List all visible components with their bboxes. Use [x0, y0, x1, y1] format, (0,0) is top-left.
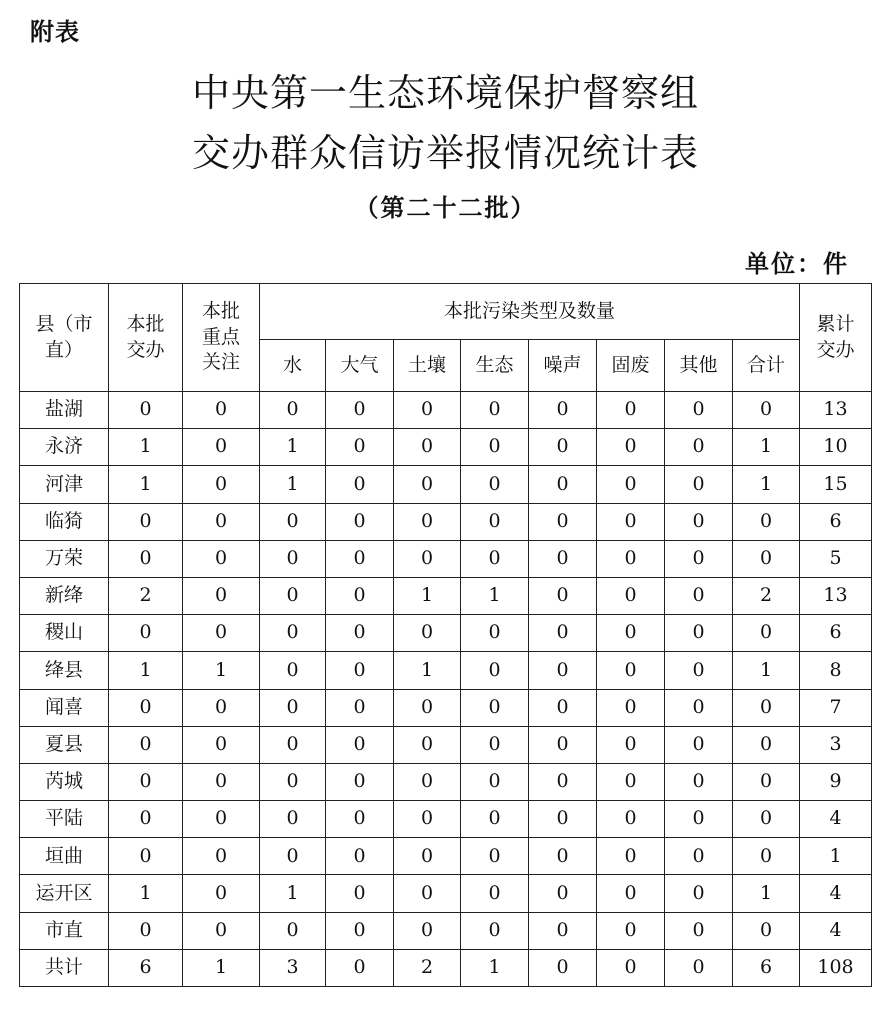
batch-focus-cell: 0	[183, 912, 260, 949]
soil-cell: 0	[394, 466, 461, 503]
water-cell: 0	[260, 726, 326, 763]
cumulative-cell: 4	[800, 912, 872, 949]
ecology-cell: 0	[461, 875, 529, 912]
batch-focus-cell: 0	[183, 392, 260, 429]
batch-focus-cell: 1	[183, 652, 260, 689]
header-air: 大气	[326, 340, 394, 392]
air-cell: 0	[326, 429, 394, 466]
header-row-1	[20, 284, 872, 340]
cumulative-cell: 9	[800, 763, 872, 800]
subtotal-cell: 0	[733, 392, 800, 429]
batch-assigned-cell: 0	[109, 540, 183, 577]
county-name-cell: 共计	[20, 949, 109, 986]
noise-cell: 0	[529, 912, 597, 949]
noise-cell: 0	[529, 652, 597, 689]
solid-waste-cell: 0	[597, 392, 665, 429]
solid-waste-cell: 0	[597, 838, 665, 875]
batch-assigned-cell: 1	[109, 652, 183, 689]
subtotal-cell: 1	[733, 466, 800, 503]
air-cell: 0	[326, 466, 394, 503]
batch-focus-cell: 0	[183, 540, 260, 577]
soil-cell: 0	[394, 615, 461, 652]
solid-waste-cell: 0	[597, 429, 665, 466]
water-cell: 0	[260, 577, 326, 614]
county-name-cell: 临猗	[20, 503, 109, 540]
table-row	[20, 726, 872, 763]
county-name-cell: 稷山	[20, 615, 109, 652]
cumulative-cell: 5	[800, 540, 872, 577]
water-cell: 1	[260, 466, 326, 503]
ecology-cell: 0	[461, 540, 529, 577]
other-cell: 0	[665, 912, 733, 949]
header-ecology: 生态	[461, 340, 529, 392]
other-cell: 0	[665, 466, 733, 503]
batch-focus-cell: 0	[183, 577, 260, 614]
air-cell: 0	[326, 875, 394, 912]
solid-waste-cell: 0	[597, 875, 665, 912]
batch-focus-cell: 0	[183, 689, 260, 726]
solid-waste-cell: 0	[597, 763, 665, 800]
header-solid-waste: 固废	[597, 340, 665, 392]
batch-number: （第二十二批）	[354, 193, 537, 222]
air-cell: 0	[326, 392, 394, 429]
noise-cell: 0	[529, 949, 597, 986]
soil-cell: 0	[394, 392, 461, 429]
other-cell: 0	[665, 726, 733, 763]
cumulative-cell: 3	[800, 726, 872, 763]
header-other: 其他	[665, 340, 733, 392]
soil-cell: 0	[394, 726, 461, 763]
batch-assigned-cell: 0	[109, 392, 183, 429]
subtotal-cell: 0	[733, 763, 800, 800]
county-name-cell: 万荣	[20, 540, 109, 577]
air-cell: 0	[326, 838, 394, 875]
other-cell: 0	[665, 838, 733, 875]
batch-assigned-cell: 0	[109, 838, 183, 875]
ecology-cell: 0	[461, 466, 529, 503]
batch-focus-cell: 1	[183, 949, 260, 986]
batch-focus-cell: 0	[183, 726, 260, 763]
ecology-cell: 1	[461, 577, 529, 614]
subtotal-cell: 0	[733, 540, 800, 577]
subtotal-cell: 0	[733, 726, 800, 763]
soil-cell: 0	[394, 912, 461, 949]
header-batch-focus: 本批重点关注	[183, 284, 260, 392]
batch-focus-cell: 0	[183, 503, 260, 540]
noise-cell: 0	[529, 689, 597, 726]
batch-focus-cell: 0	[183, 615, 260, 652]
solid-waste-cell: 0	[597, 949, 665, 986]
other-cell: 0	[665, 429, 733, 466]
batch-assigned-cell: 1	[109, 466, 183, 503]
county-name-cell: 新绛	[20, 577, 109, 614]
table-row	[20, 912, 872, 949]
batch-assigned-cell: 0	[109, 503, 183, 540]
water-cell: 0	[260, 912, 326, 949]
cumulative-cell: 4	[800, 875, 872, 912]
county-name-cell: 永济	[20, 429, 109, 466]
air-cell: 0	[326, 912, 394, 949]
ecology-cell: 0	[461, 615, 529, 652]
other-cell: 0	[665, 949, 733, 986]
batch-focus-cell: 0	[183, 801, 260, 838]
county-name-cell: 绛县	[20, 652, 109, 689]
subtotal-cell: 1	[733, 875, 800, 912]
table-row	[20, 466, 872, 503]
water-cell: 0	[260, 503, 326, 540]
batch-assigned-cell: 6	[109, 949, 183, 986]
solid-waste-cell: 0	[597, 503, 665, 540]
solid-waste-cell: 0	[597, 466, 665, 503]
subtotal-cell: 0	[733, 912, 800, 949]
air-cell: 0	[326, 726, 394, 763]
ecology-cell: 0	[461, 801, 529, 838]
cumulative-cell: 13	[800, 392, 872, 429]
soil-cell: 0	[394, 429, 461, 466]
header-county: 县（市直）	[20, 284, 109, 392]
water-cell: 0	[260, 838, 326, 875]
noise-cell: 0	[529, 726, 597, 763]
soil-cell: 0	[394, 801, 461, 838]
county-name-cell: 夏县	[20, 726, 109, 763]
soil-cell: 0	[394, 689, 461, 726]
soil-cell: 0	[394, 763, 461, 800]
soil-cell: 0	[394, 503, 461, 540]
header-water: 水	[260, 340, 326, 392]
cumulative-cell: 7	[800, 689, 872, 726]
other-cell: 0	[665, 577, 733, 614]
air-cell: 0	[326, 801, 394, 838]
noise-cell: 0	[529, 801, 597, 838]
other-cell: 0	[665, 652, 733, 689]
county-name-cell: 河津	[20, 466, 109, 503]
subtotal-cell: 0	[733, 689, 800, 726]
soil-cell: 0	[394, 540, 461, 577]
other-cell: 0	[665, 615, 733, 652]
subtotal-cell: 0	[733, 503, 800, 540]
solid-waste-cell: 0	[597, 801, 665, 838]
batch-focus-cell: 0	[183, 763, 260, 800]
unit-label: 单位：件	[745, 249, 849, 278]
batch-assigned-cell: 0	[109, 801, 183, 838]
subtotal-cell: 6	[733, 949, 800, 986]
solid-waste-cell: 0	[597, 577, 665, 614]
table-row	[20, 429, 872, 466]
batch-focus-cell: 0	[183, 875, 260, 912]
subtotal-cell: 2	[733, 577, 800, 614]
batch-assigned-cell: 0	[109, 689, 183, 726]
ecology-cell: 0	[461, 392, 529, 429]
subtotal-cell: 0	[733, 801, 800, 838]
table-row	[20, 577, 872, 614]
air-cell: 0	[326, 949, 394, 986]
batch-assigned-cell: 2	[109, 577, 183, 614]
noise-cell: 0	[529, 577, 597, 614]
noise-cell: 0	[529, 392, 597, 429]
water-cell: 1	[260, 875, 326, 912]
table-row	[20, 763, 872, 800]
other-cell: 0	[665, 801, 733, 838]
ecology-cell: 0	[461, 763, 529, 800]
ecology-cell: 0	[461, 503, 529, 540]
noise-cell: 0	[529, 466, 597, 503]
other-cell: 0	[665, 392, 733, 429]
county-name-cell: 闻喜	[20, 689, 109, 726]
water-cell: 0	[260, 392, 326, 429]
other-cell: 0	[665, 875, 733, 912]
county-name-cell: 盐湖	[20, 392, 109, 429]
soil-cell: 2	[394, 949, 461, 986]
noise-cell: 0	[529, 429, 597, 466]
county-name-cell: 垣曲	[20, 838, 109, 875]
batch-assigned-cell: 1	[109, 429, 183, 466]
batch-assigned-cell: 0	[109, 615, 183, 652]
air-cell: 0	[326, 763, 394, 800]
air-cell: 0	[326, 503, 394, 540]
noise-cell: 0	[529, 838, 597, 875]
document-title-line-1: 中央第一生态环境保护督察组	[191, 71, 699, 115]
noise-cell: 0	[529, 763, 597, 800]
subtotal-cell: 0	[733, 838, 800, 875]
table-row	[20, 540, 872, 577]
header-soil: 土壤	[394, 340, 461, 392]
county-name-cell: 平陆	[20, 801, 109, 838]
solid-waste-cell: 0	[597, 726, 665, 763]
air-cell: 0	[326, 652, 394, 689]
document-title-line-2: 交办群众信访举报情况统计表	[191, 131, 699, 175]
statistics-table	[19, 283, 872, 987]
batch-assigned-cell: 0	[109, 763, 183, 800]
table-row	[20, 689, 872, 726]
water-cell: 0	[260, 801, 326, 838]
solid-waste-cell: 0	[597, 689, 665, 726]
appendix-label: 附表	[30, 18, 80, 46]
table-body	[20, 392, 872, 987]
water-cell: 1	[260, 429, 326, 466]
other-cell: 0	[665, 689, 733, 726]
table-row	[20, 838, 872, 875]
water-cell: 0	[260, 615, 326, 652]
noise-cell: 0	[529, 875, 597, 912]
table-row	[20, 801, 872, 838]
water-cell: 0	[260, 652, 326, 689]
soil-cell: 0	[394, 875, 461, 912]
soil-cell: 0	[394, 838, 461, 875]
noise-cell: 0	[529, 615, 597, 652]
cumulative-cell: 4	[800, 801, 872, 838]
subtotal-cell: 1	[733, 652, 800, 689]
soil-cell: 1	[394, 577, 461, 614]
soil-cell: 1	[394, 652, 461, 689]
batch-focus-cell: 0	[183, 838, 260, 875]
header-pollution-types: 本批污染类型及数量	[260, 284, 800, 340]
noise-cell: 0	[529, 503, 597, 540]
cumulative-cell: 13	[800, 577, 872, 614]
ecology-cell: 0	[461, 838, 529, 875]
cumulative-cell: 8	[800, 652, 872, 689]
ecology-cell: 0	[461, 726, 529, 763]
county-name-cell: 市直	[20, 912, 109, 949]
table-row	[20, 875, 872, 912]
cumulative-cell: 15	[800, 466, 872, 503]
batch-assigned-cell: 0	[109, 726, 183, 763]
cumulative-cell: 10	[800, 429, 872, 466]
air-cell: 0	[326, 540, 394, 577]
ecology-cell: 0	[461, 689, 529, 726]
other-cell: 0	[665, 540, 733, 577]
water-cell: 3	[260, 949, 326, 986]
table-row	[20, 615, 872, 652]
table-row	[20, 503, 872, 540]
solid-waste-cell: 0	[597, 615, 665, 652]
air-cell: 0	[326, 615, 394, 652]
subtotal-cell: 1	[733, 429, 800, 466]
batch-focus-cell: 0	[183, 466, 260, 503]
table-row	[20, 652, 872, 689]
cumulative-cell: 6	[800, 615, 872, 652]
cumulative-cell: 1	[800, 838, 872, 875]
water-cell: 0	[260, 763, 326, 800]
noise-cell: 0	[529, 540, 597, 577]
county-name-cell: 芮城	[20, 763, 109, 800]
batch-assigned-cell: 0	[109, 912, 183, 949]
cumulative-cell: 6	[800, 503, 872, 540]
header-noise: 噪声	[529, 340, 597, 392]
subtotal-cell: 0	[733, 615, 800, 652]
table-row	[20, 392, 872, 429]
solid-waste-cell: 0	[597, 540, 665, 577]
ecology-cell: 1	[461, 949, 529, 986]
air-cell: 0	[326, 577, 394, 614]
water-cell: 0	[260, 689, 326, 726]
water-cell: 0	[260, 540, 326, 577]
air-cell: 0	[326, 689, 394, 726]
cumulative-cell: 108	[800, 949, 872, 986]
other-cell: 0	[665, 503, 733, 540]
other-cell: 0	[665, 763, 733, 800]
ecology-cell: 0	[461, 652, 529, 689]
ecology-cell: 0	[461, 912, 529, 949]
header-batch-assigned: 本批交办	[109, 284, 183, 392]
solid-waste-cell: 0	[597, 912, 665, 949]
header-cumulative: 累计交办	[800, 284, 872, 392]
solid-waste-cell: 0	[597, 652, 665, 689]
ecology-cell: 0	[461, 429, 529, 466]
county-name-cell: 运开区	[20, 875, 109, 912]
header-subtotal: 合计	[733, 340, 800, 392]
batch-focus-cell: 0	[183, 429, 260, 466]
batch-assigned-cell: 1	[109, 875, 183, 912]
total-row	[20, 949, 872, 986]
